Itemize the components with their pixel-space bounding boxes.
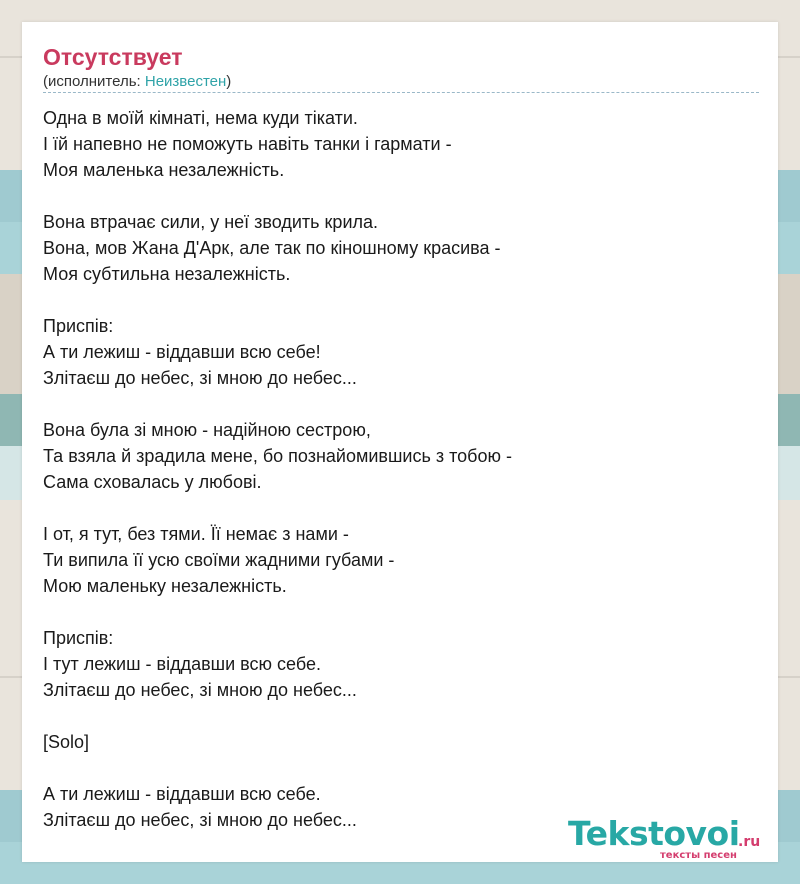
lyric-line: Моя субтильна незалежність. bbox=[43, 264, 291, 284]
stanza bbox=[43, 417, 759, 495]
logo-tagline: тексты песен bbox=[660, 850, 737, 861]
lyrics-card bbox=[22, 22, 778, 862]
lyric-line: Мою маленьку незалежність. bbox=[43, 576, 287, 596]
lyric-line: Моя маленька незалежність. bbox=[43, 160, 285, 180]
lyric-line: Злітаєш до небес, зі мною до небес... bbox=[43, 368, 357, 388]
stanza bbox=[43, 521, 759, 599]
stanza bbox=[43, 313, 759, 391]
site-logo[interactable] bbox=[568, 814, 778, 864]
lyric-line: Вона, мов Жана Д'Арк, але так по кіношному красива - bbox=[43, 238, 501, 258]
lyric-line: Злітаєш до небес, зі мною до небес... bbox=[43, 810, 357, 830]
lyric-line: Злітаєш до небес, зі мною до небес... bbox=[43, 680, 357, 700]
lyric-line: Приспів: bbox=[43, 628, 114, 648]
lyrics-body bbox=[43, 105, 759, 859]
logo-domain: .ru bbox=[738, 834, 761, 850]
lyric-line: Вона була зі мною - надійною сестрою, bbox=[43, 420, 371, 440]
stanza bbox=[43, 729, 759, 755]
artist-prefix: (исполнитель: bbox=[43, 73, 145, 90]
lyric-line: І тут лежиш - віддавши всю себе. bbox=[43, 654, 321, 674]
artist-line bbox=[43, 73, 231, 90]
lyric-line: Та взяла й зрадила мене, бо познайомившись з тобою - bbox=[43, 446, 512, 466]
lyric-line: А ти лежиш - віддавши всю себе. bbox=[43, 784, 321, 804]
lyric-line: І от, я тут, без тями. Її немає з нами - bbox=[43, 524, 349, 544]
lyric-line: Сама сховалась у любові. bbox=[43, 472, 262, 492]
lyric-line: Ти випила її усю своїми жадними губами - bbox=[43, 550, 395, 570]
lyric-line: Вона втрачає сили, у неї зводить крила. bbox=[43, 212, 379, 232]
stanza bbox=[43, 625, 759, 703]
lyric-line: А ти лежиш - віддавши всю себе! bbox=[43, 342, 321, 362]
title-divider bbox=[43, 92, 759, 93]
logo-wordmark: Tekstovoi bbox=[568, 814, 740, 853]
lyric-line: І їй напевно не поможуть навіть танки і гармати - bbox=[43, 134, 452, 154]
artist-link[interactable]: Неизвестен bbox=[144, 73, 227, 90]
lyric-line: [Solo] bbox=[43, 732, 90, 752]
song-title: Отсутствует bbox=[43, 44, 183, 70]
stanza bbox=[43, 105, 759, 183]
stanza bbox=[43, 209, 759, 287]
lyric-line: Приспів: bbox=[43, 316, 114, 336]
artist-suffix: ) bbox=[226, 73, 232, 90]
lyric-line: Одна в моїй кімнаті, нема куди тікати. bbox=[43, 108, 358, 128]
